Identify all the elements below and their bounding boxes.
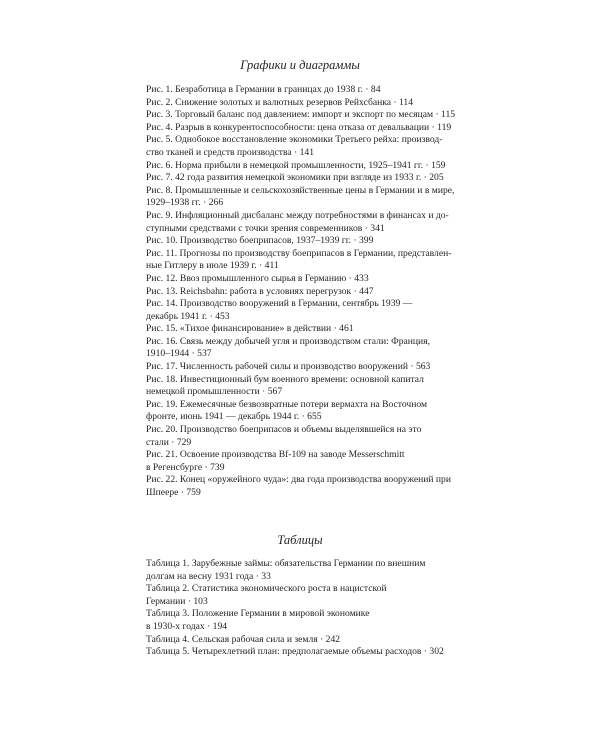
figure-entry-line: Рис. 5. Однобокое восстановление экономики Третьего рейха: производ-	[146, 134, 443, 146]
table-entry	[146, 558, 468, 583]
figure-entry-line: фронте, июнь 1941 — декабрь 1944 г. · 655	[146, 411, 322, 423]
figure-entry	[146, 134, 468, 159]
figure-entry-line: ство тканей и средств производства · 141	[146, 146, 314, 158]
figure-entry	[146, 323, 468, 336]
table-entry-line: Таблица 5. Четырехлетний план: предполагаемые объемы расходов · 302	[146, 646, 444, 658]
figure-entry	[146, 361, 468, 374]
figure-entry-line: Рис. 1. Безработица в Германии в границах до 1938 г. · 84	[146, 84, 381, 95]
table-entry-line: Таблица 2. Статистика экономического роста в нацистской	[146, 583, 387, 595]
figure-entry	[146, 399, 468, 424]
figure-entry-line: Рис. 8. Промышленные и сельскохозяйственные цены в Германии и в мире,	[146, 184, 455, 196]
figure-entry-line: Рис. 11. Прогнозы по производству боеприпасов в Германии, представлен-	[146, 247, 452, 259]
tables-heading: Таблицы	[277, 533, 323, 547]
figure-entry	[146, 185, 468, 210]
figure-entry-line: Рис. 4. Разрыв в конкурентоспособности: цена отказа от девальвации · 119	[146, 121, 452, 133]
figure-entry-line: 1910–1944 · 537	[146, 348, 212, 360]
figure-entry-line: Рис. 10. Производство боеприпасов, 1937–1939 гг. · 399	[146, 235, 374, 247]
figure-entry-line: Рис. 13. Reichsbahn: работа в условиях перегрузок · 447	[146, 285, 374, 297]
table-entry-line: долгам на весну 1931 года · 33	[146, 570, 271, 582]
figure-entry-line: Рис. 6. Норма прибыли в немецкой промышленности, 1925–1941 гг. · 159	[146, 159, 446, 171]
figure-entry	[146, 298, 468, 323]
figure-entry-line: ные Гитлеру в июле 1939 г. · 411	[146, 260, 279, 272]
figure-entry	[146, 210, 468, 235]
figure-entry-line: Рис. 14. Производство вооружений в Германии, сентябрь 1939 —	[146, 298, 413, 310]
figure-entry-line: Рис. 9. Инфляционный дисбаланс между потребностями в финансах и до-	[146, 209, 449, 221]
figure-entry-line: в Регенсбурге · 739	[146, 461, 225, 473]
figure-entry-line: немецкой промышленности · 567	[146, 386, 283, 398]
figure-entry-line: 1929–1938 гг. · 266	[146, 197, 224, 209]
figure-entry	[146, 109, 468, 122]
figure-entry-line: Рис. 21. Освоение производства Bf-109 на заводе Messerschmitt	[146, 449, 405, 461]
figure-entry	[146, 248, 468, 273]
figure-entry-line: Рис. 2. Снижение золотых и валютных резервов Рейхсбанка · 114	[146, 96, 414, 108]
table-entry-line: Таблица 4. Сельская рабочая сила и земля · 242	[146, 633, 341, 645]
figure-entry	[146, 97, 468, 110]
figure-entry-line: Рис. 3. Торговый баланс под давлением: импорт и экспорт по месяцам · 115	[146, 109, 456, 121]
figure-entry-line: Рис. 16. Связь между добычей угля и производством стали: Франция,	[146, 335, 430, 347]
figure-entry	[146, 235, 468, 248]
figure-entry	[146, 286, 468, 299]
figure-entry-line: Рис. 18. Инвестиционный бум военного времени: основной капитал	[146, 373, 424, 385]
figure-entry	[146, 424, 468, 449]
figure-entry-line: Рис. 15. «Тихое финансирование» в действии · 461	[146, 323, 354, 335]
figure-entry	[146, 374, 468, 399]
table-entry-line: Германии · 103	[146, 595, 208, 607]
figure-entry-line: Рис. 17. Численность рабочей силы и производство вооружений · 563	[146, 361, 431, 373]
figures-heading: Графики и диаграммы	[240, 58, 360, 72]
figure-entry	[146, 273, 468, 286]
table-entry	[146, 608, 468, 633]
figures-list	[146, 84, 468, 500]
table-entry-line: в 1930-х годах · 194	[146, 620, 228, 632]
figure-entry-line: декабрь 1941 г. · 453	[146, 310, 230, 322]
figure-entry	[146, 122, 468, 135]
figure-entry	[146, 160, 468, 173]
table-entry	[146, 583, 468, 608]
table-entry-line: Таблица 1. Зарубежные займы: обязательства Германии по внешним	[146, 558, 426, 569]
figure-entry-line: ступными средствами с точки зрения современников · 341	[146, 222, 385, 234]
figure-entry	[146, 84, 468, 97]
figure-entry	[146, 474, 468, 499]
figure-entry-line: Рис. 19. Ежемесячные безвозвратные потери вермахта на Восточном	[146, 398, 428, 410]
figure-entry-line: Шпеере · 759	[146, 487, 201, 498]
figure-entry-line: стали · 729	[146, 436, 192, 448]
figure-entry	[146, 449, 468, 474]
tables-list	[146, 558, 468, 659]
table-entry	[146, 634, 468, 647]
figure-entry-line: Рис. 7. 42 года развития немецкой экономики при взгляде из 1933 г. · 205	[146, 172, 444, 184]
figure-entry-line: Рис. 12. Ввоз промышленного сырья в Германию · 433	[146, 272, 369, 284]
figure-entry	[146, 336, 468, 361]
figure-entry-line: Рис. 22. Конец «оружейного чуда»: два года производства вооружений при	[146, 474, 451, 486]
figure-entry-line: Рис. 20. Производство боеприпасов и объемы выделявшейся на это	[146, 424, 422, 436]
table-entry	[146, 646, 468, 659]
table-entry-line: Таблица 3. Положение Германии в мировой экономике	[146, 608, 370, 620]
figure-entry	[146, 172, 468, 185]
